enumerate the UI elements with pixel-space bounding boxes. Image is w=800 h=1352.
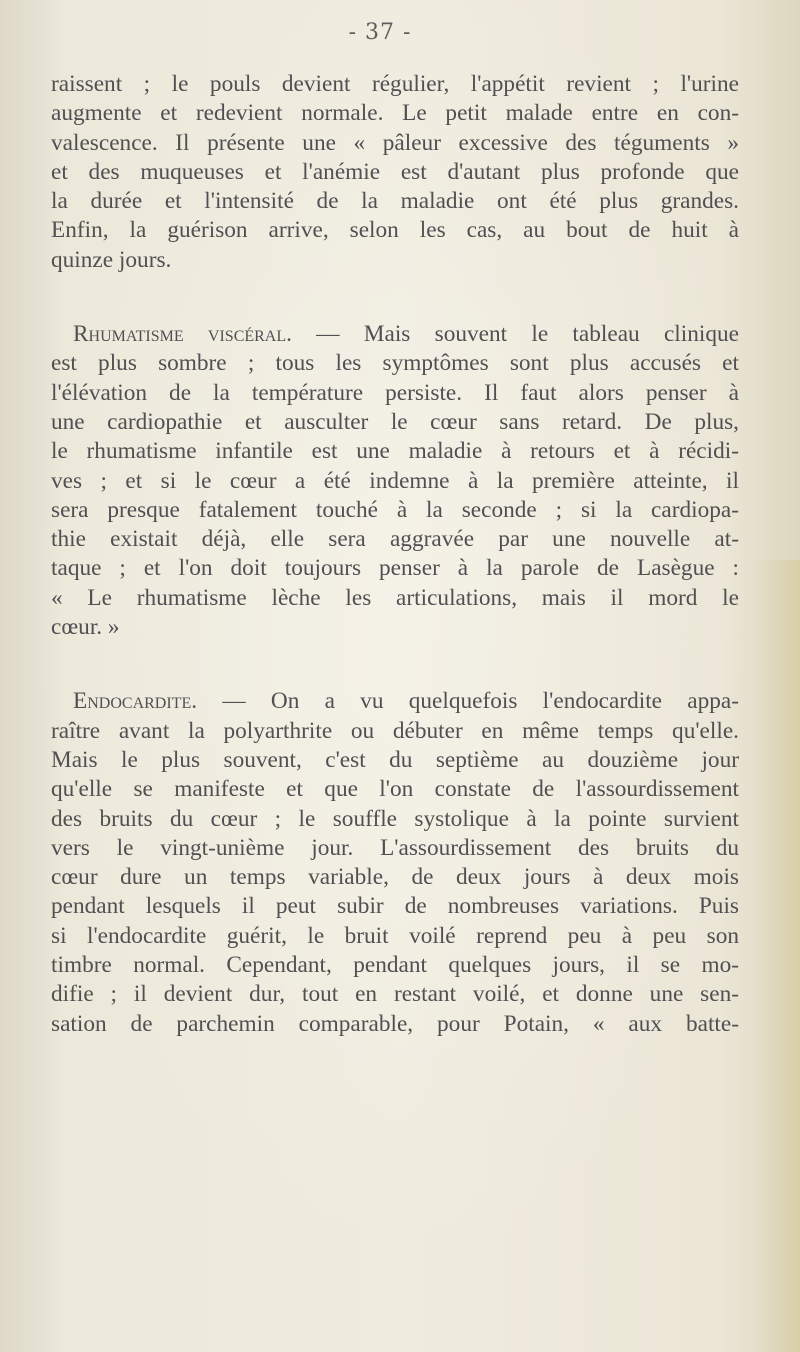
text-line: le rhumatisme infantile est une maladie à retours et à récidi- [51, 438, 739, 465]
text-line: augmente et redevient normale. Le petit malade entre en con- [51, 100, 739, 127]
text-line: la durée et l'intensité de la maladie ont été plus grandes. [51, 188, 739, 215]
text-line: cœur dure un temps variable, de deux jours à deux mois [51, 864, 739, 891]
text-line: sation de parchemin comparable, pour Potain, « aux batte- [51, 1010, 739, 1037]
body-text [51, 70, 739, 1039]
paragraph-gap [51, 275, 739, 320]
text-line: valescence. Il présente une « pâleur excessive des téguments » [51, 129, 739, 156]
text-line [51, 687, 739, 716]
section-heading-rhumatisme-visceral: Rhumatisme viscéral. [73, 321, 292, 348]
text-line: Mais le plus souvent, c'est du septième au douzième jour [51, 746, 739, 773]
text-line: si l'endocardite guérit, le bruit voilé reprend peu à peu son [51, 922, 739, 949]
text-line: Enfin, la guérison arrive, selon les cas, au bout de huit à [51, 217, 739, 244]
text-line: sera presque fatalement touché à la seconde ; si la cardiopa- [51, 496, 739, 523]
text-line: et des muqueuses et l'anémie est d'autant plus profonde que [51, 158, 739, 185]
paragraph-gap [51, 642, 739, 687]
heading-line-rest: — On a vu quelquefois l'endocardite appa- [197, 688, 739, 715]
paragraph-rhumatisme-visceral [51, 320, 739, 642]
text-line: difie ; il devient dur, tout en restant voilé, et donne une sen- [51, 981, 739, 1008]
page-edge-stain [755, 560, 800, 1352]
text-line: pendant lesquels il peut subir de nombreuses variations. Puis [51, 893, 739, 920]
text-line: cœur. » [51, 614, 120, 641]
paragraph-endocardite [51, 687, 739, 1039]
paragraph-convalescence [51, 70, 739, 275]
text-line: timbre normal. Cependant, pendant quelques jours, il se mo- [51, 952, 739, 979]
text-line: des bruits du cœur ; le souffle systolique à la pointe survient [51, 805, 739, 832]
text-line: « Le rhumatisme lèche les articulations, mais il mord le [51, 584, 739, 611]
text-line: l'élévation de la température persiste. Il faut alors penser à [51, 379, 739, 406]
text-line: thie existait déjà, elle sera aggravée par une nouvelle at- [51, 526, 739, 553]
text-line: quinze jours. [51, 246, 172, 273]
text-line: raître avant la polyarthrite ou débuter en même temps qu'elle. [51, 717, 739, 744]
page-number: - 37 - [348, 20, 412, 45]
text-line: une cardiopathie et ausculter le cœur sans retard. De plus, [51, 408, 739, 435]
text-line: raissent ; le pouls devient régulier, l'appétit revient ; l'urine [51, 71, 739, 97]
heading-line-rest: — Mais souvent le tableau clinique [291, 321, 739, 348]
text-line [51, 320, 739, 349]
text-line: ves ; et si le cœur a été indemne à la première atteinte, il [51, 467, 739, 494]
text-line: est plus sombre ; tous les symptômes sont plus accusés et [51, 350, 739, 377]
text-line: taque ; et l'on doit toujours penser à la parole de Lasègue : [51, 555, 739, 582]
text-line: qu'elle se manifeste et que l'on constate de l'assourdissement [51, 776, 739, 803]
section-heading-endocardite: Endocardite. [73, 688, 198, 715]
text-line: vers le vingt-unième jour. L'assourdissement des bruits du [51, 834, 739, 861]
